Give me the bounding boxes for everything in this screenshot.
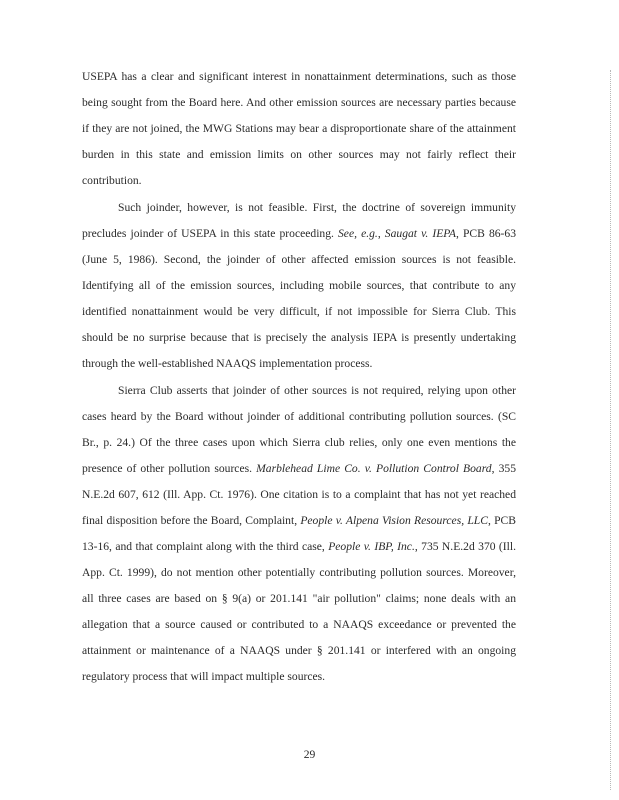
text-line: USEPA has a clear and significant interest in nonattainment determinations, such as those [82, 70, 516, 83]
text-line: should be no surprise because that is precisely the analysis IEPA is presently undertaking [82, 331, 516, 344]
text-line: if they are not joined, the MWG Stations may bear a disproportionate share of the attainment [82, 122, 516, 135]
text-line: through the well-established NAAQS implementation process. [82, 357, 373, 370]
text-line: burden in this state and emission limits on other sources may not fairly reflect their [82, 148, 516, 161]
text-line: contribution. [82, 174, 142, 187]
text-line [82, 221, 516, 247]
text-line-segment: precludes joinder of USEPA in this state proceeding. See, e.g., Saugat v. IEPA, PCB 86-63 [82, 227, 516, 240]
text-line: App. Ct. 1999), do not mention other potentially contributing pollution sources. Moreover, [82, 566, 516, 579]
text-line: Such joinder, however, is not feasible. First, the doctrine of sovereign immunity [118, 201, 516, 214]
text-line: Sierra Club asserts that joinder of other sources is not required, relying upon other [118, 384, 516, 397]
text-line: allegation that a source caused or contributed to a NAAQS exceedance or prevented the [82, 618, 516, 631]
text-line: N.E.2d 607, 612 (Ill. App. Ct. 1976). One citation is to a complaint that has not yet reached [82, 488, 516, 501]
text-line [82, 534, 516, 560]
page-number: 29 [303, 748, 316, 761]
text-line-segment: 13-16, and that complaint along with the third case, People v. IBP, Inc., 735 N.E.2d 370 (Ill. [82, 540, 516, 553]
paragraph-1 [82, 64, 516, 194]
paragraph-3 [82, 378, 516, 690]
text-line: regulatory process that will impact multiple sources. [82, 670, 326, 683]
text-line: being sought from the Board here. And other emission sources are necessary parties because [82, 96, 516, 109]
text-line: (June 5, 1986). Second, the joinder of other affected emission sources is not feasible. [82, 253, 516, 266]
text-line [82, 456, 516, 482]
text-line: identified nonattainment would be very difficult, if not impossible for Sierra Club. This [82, 305, 516, 318]
text-line-segment: final disposition before the Board, Complaint, People v. Alpena Vision Resources, LLC, PCB [82, 514, 516, 527]
text-line-segment: presence of other pollution sources. Marblehead Lime Co. v. Pollution Control Board, 355 [82, 462, 517, 475]
text-line: attainment or maintenance of a NAAQS under § 201.141 or interfered with an ongoing [82, 644, 516, 657]
text-line [82, 508, 516, 534]
paragraph-2 [82, 195, 516, 377]
text-line: Br., p. 24.) Of the three cases upon which Sierra club relies, only one even mentions the [82, 436, 516, 449]
text-line: Identifying all of the emission sources, including mobile sources, that contribute to any [82, 279, 516, 292]
scan-edge-line [609, 70, 611, 790]
text-line: all three cases are based on § 9(a) or 201.141 "air pollution" claims; none deals with an [82, 592, 516, 605]
text-line: cases heard by the Board without joinder of additional contributing pollution sources. (SC [82, 410, 516, 423]
